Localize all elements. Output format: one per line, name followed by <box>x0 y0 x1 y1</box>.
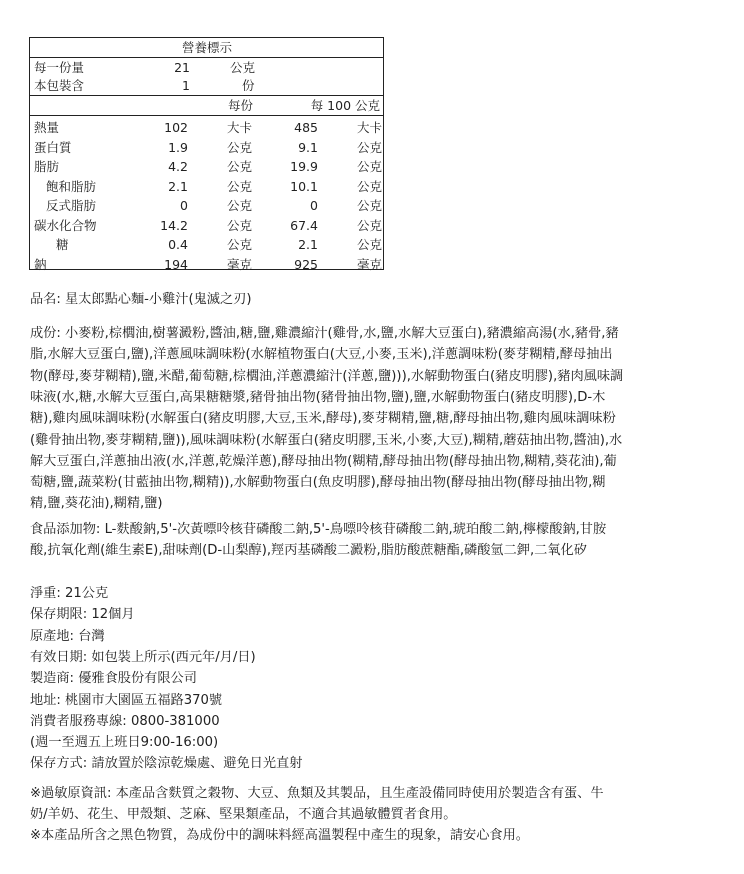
servings-row <box>30 76 383 95</box>
ingredients-line: 萄糖,鹽,蔬菜粉(甘藍抽出物,糊精)),水解動物蛋白(魚皮明膠),酵母抽出物(酵母抽出物(酵母抽出物,糊 <box>30 475 606 491</box>
nutrient-name: 糖 <box>56 237 69 252</box>
ingredients-line: 解大豆蛋白,洋蔥抽出液(水,洋蔥,乾燥洋蔥),酵母抽出物(糊精,酵母抽出物(酵母抽出物,糊精,葵花油),葡 <box>30 453 617 469</box>
nutrition-row <box>30 118 383 137</box>
serving-size-row <box>30 58 383 77</box>
per-100g-unit: 毫克 <box>357 256 383 272</box>
per-100g-unit: 公克 <box>357 237 383 252</box>
per-serving-unit: 公克 <box>227 178 253 194</box>
nutrient-name: 碳水化合物 <box>34 217 97 233</box>
nutrition-title: 營養標示 <box>181 40 233 55</box>
per-serving-value: 2.1 <box>168 178 188 194</box>
info-line: 有效日期: 如包裝上所示(西元年/月/日) <box>30 649 256 665</box>
info-line: 保存期限: 12個月 <box>30 607 135 623</box>
per-100g-value: 485 <box>294 120 318 135</box>
per-serving-unit: 公克 <box>227 139 253 155</box>
servings-unit: 份 <box>242 78 255 93</box>
serving-size-unit: 公克 <box>230 60 256 75</box>
nutrient-name: 脂肪 <box>34 159 60 174</box>
per-100g-unit: 公克 <box>357 159 383 174</box>
ingredients-line: 脂,水解大豆蛋白,鹽),洋蔥風味調味粉(水解植物蛋白(大豆,小麥,玉米),洋蔥調味粉(麥芽糊精,酵母抽出 <box>30 347 613 363</box>
additives-line: 酸,抗氧化劑(維生素E),甜味劑(D-山梨醇),羥丙基磷酸二澱粉,脂肪酸蔗糖酯,磷酸氫二鉀,二氧化矽 <box>30 543 587 559</box>
additives-line: 食品添加物: L-麩酸鈉,5'-次黃嘌呤核苷磷酸二鈉,5'-鳥嘌呤核苷磷酸二鈉,琥珀酸二鈉,檸檬酸鈉,甘胺 <box>30 522 607 537</box>
serving-size-label: 每一份量 <box>34 60 85 75</box>
nutrition-title-row <box>30 38 383 57</box>
info-line: 保存方式: 請放置於陰涼乾燥處、避免日光直射 <box>30 756 303 772</box>
servings-value: 1 <box>182 78 190 93</box>
allergen-line: 奶/羊奶、花生、甲殼類、芝麻、堅果類產品，不適合其過敏體質者食用。 <box>30 807 457 823</box>
ingredients-line: 味液(水,糖,水解大豆蛋白,高果糖糖漿,豬骨抽出物(豬骨抽出物,鹽),鹽,水解動物蛋白(豬皮明膠),D-木 <box>30 389 606 405</box>
nutrition-row <box>30 196 383 215</box>
per-serving-unit: 公克 <box>227 159 253 174</box>
nutrition-row <box>30 157 383 176</box>
allergen-line: ※過敏原資訊: 本產品含麩質之穀物、大豆、魚類及其製品，且生產設備同時使用於製造含有蛋、牛 <box>30 786 604 801</box>
per-serving-value: 4.2 <box>168 159 188 174</box>
ingredients-line: (雞骨抽出物,麥芽糊精,鹽)),風味調味粉(水解蛋白(豬皮明膠,玉米,小麥,大豆),糊精,蘑菇抽出物,醬油),水 <box>30 432 623 448</box>
col-per-serving: 每份 <box>228 98 254 113</box>
nutrient-name: 鈉 <box>34 256 47 272</box>
per-serving-value: 194 <box>164 256 188 272</box>
per-100g-unit: 公克 <box>357 178 383 194</box>
servings-label: 本包裝含 <box>34 78 85 93</box>
per-serving-unit: 大卡 <box>227 120 253 135</box>
nutrition-row <box>30 235 383 254</box>
ingredients-line: 糖),雞肉風味調味粉(水解蛋白(豬皮明膠,大豆,玉米,酵母),麥芽糊精,鹽,糖,酵母抽出物,雞肉風味調味粉 <box>30 411 616 427</box>
nutrient-name: 熱量 <box>34 120 60 135</box>
info-line: 地址: 桃園市大園區五福路370號 <box>30 692 223 708</box>
ingredients-line: 物(酵母,麥芽糊精),鹽,米醋,葡萄糖,棕櫚油,洋蔥濃縮汁(洋蔥,鹽))),水解動物蛋白(豬皮明膠),豬肉風味調 <box>30 368 624 384</box>
per-serving-unit: 毫克 <box>227 256 253 272</box>
per-serving-value: 1.9 <box>168 139 188 155</box>
per-100g-unit: 公克 <box>357 139 383 155</box>
per-serving-value: 0 <box>180 198 188 213</box>
column-header-row <box>30 96 383 115</box>
info-line: 消費者服務專線: 0800-381000 <box>30 713 220 729</box>
nutrition-row <box>30 138 383 157</box>
per-100g-value: 67.4 <box>290 217 318 233</box>
nutrition-row <box>30 216 383 235</box>
per-100g-value: 2.1 <box>298 237 318 252</box>
nutrient-name: 飽和脂肪 <box>46 178 97 194</box>
per-100g-value: 9.1 <box>298 139 318 155</box>
per-100g-value: 10.1 <box>290 178 318 194</box>
col-per-100g: 每 100 公克 <box>310 98 380 113</box>
per-serving-unit: 公克 <box>227 198 253 213</box>
serving-size-value: 21 <box>174 60 190 75</box>
nutrient-name: 蛋白質 <box>34 139 72 155</box>
product-name: 品名: 星太郎點心麵-小雞汁(鬼滅之刃) <box>30 292 252 307</box>
per-serving-unit: 公克 <box>227 237 253 252</box>
nutrition-row <box>30 255 383 274</box>
per-serving-unit: 公克 <box>227 217 253 233</box>
nutrient-name: 反式脂肪 <box>46 198 97 213</box>
per-100g-value: 0 <box>310 198 318 213</box>
per-serving-value: 0.4 <box>168 237 188 252</box>
nutrition-table <box>29 37 384 270</box>
info-line: 原產地: 台灣 <box>30 628 105 644</box>
per-serving-value: 102 <box>164 120 188 135</box>
note-line: ※本產品所含之黑色物質，為成份中的調味料經高溫製程中產生的現象，請安心食用。 <box>30 828 529 843</box>
per-100g-value: 19.9 <box>290 159 318 174</box>
per-100g-unit: 大卡 <box>357 120 383 135</box>
per-100g-unit: 公克 <box>357 198 383 213</box>
info-line: 淨重: 21公克 <box>30 586 109 601</box>
info-line: (週一至週五上班日9:00-16:00) <box>30 735 219 751</box>
info-line: 製造商: 優雅食股份有限公司 <box>30 671 197 687</box>
ingredients-line: 成份: 小麥粉,棕櫚油,樹薯澱粉,醬油,糖,鹽,雞濃縮汁(雞骨,水,鹽,水解大豆蛋白),豬濃縮高湯(水,豬骨,豬 <box>30 326 619 341</box>
per-100g-value: 925 <box>294 256 318 272</box>
nutrition-row <box>30 177 383 196</box>
ingredients-line: 精,鹽,葵花油),糊精,鹽) <box>30 496 163 512</box>
per-serving-value: 14.2 <box>160 217 188 233</box>
per-100g-unit: 公克 <box>357 217 383 233</box>
